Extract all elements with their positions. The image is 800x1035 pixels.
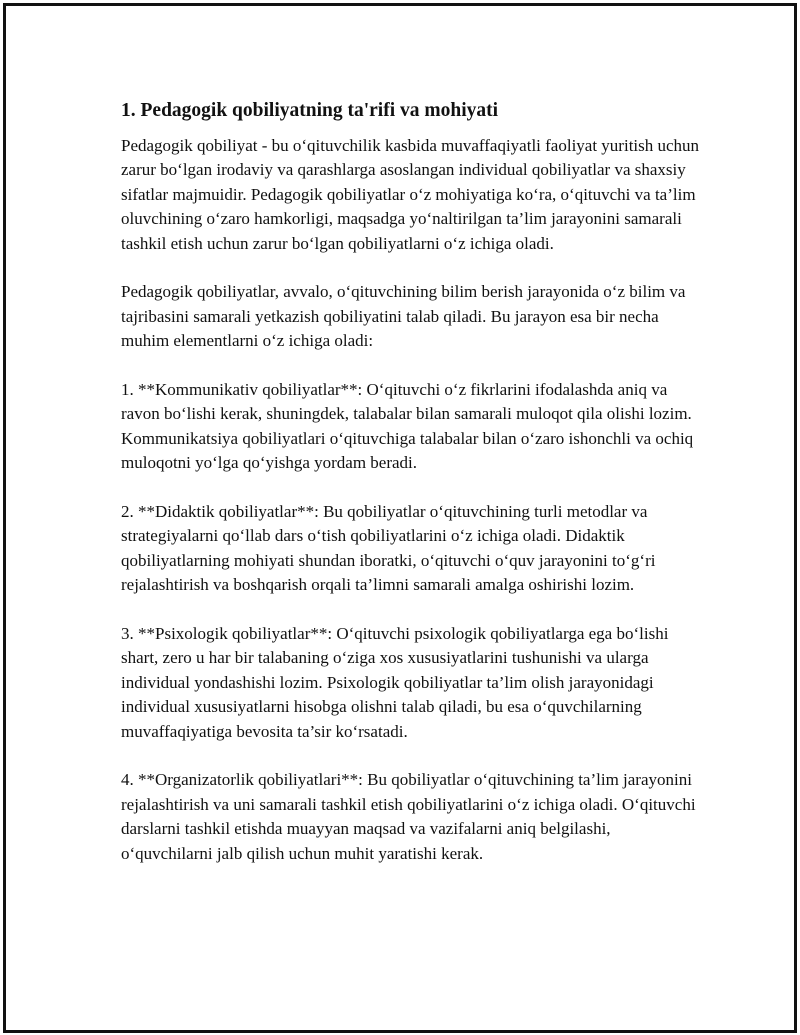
paragraph-organizational: 4. **Organizatorlik qobiliyatlari**: Bu qobiliyatlar o‘qituvchining ta’lim jarayonini rejalashtirish va uni samarali tashkil etish qobiliyatlarini o‘z ichiga oladi. O‘qituvchi darslarni tashkil etishda muayyan maqsad va vazifalarni aniq belgilashi, o‘quvchilarni jalb qilish uchun muhit yaratishi kerak. [121, 770, 696, 863]
paragraph-didactic: 2. **Didaktik qobiliyatlar**: Bu qobiliyatlar o‘qituvchining turli metodlar va strategiyalarni qo‘llab dars o‘tish qobiliyatlarini o‘z ichiga oladi. Didaktik qobiliyatlarning mohiyati shundan iboratki, o‘qituvchi o‘quv jarayonini to‘g‘ri rejalashtirish va boshqarish orqali ta’limni samarali amalga oshirishi lozim. [121, 502, 656, 595]
paragraph-definition: Pedagogik qobiliyat - bu o‘qituvchilik kasbida muvaffaqiyatli faoliyat yuritish uchun zarur bo‘lgan irodaviy va qarashlarga asoslangan individual qobiliyatlar va shaxsiy sifatlar majmuidir. Pedagogik qobiliyatlar o‘z mohiyatiga ko‘ra, o‘qituvchi va ta’lim oluvchining o‘zaro hamkorligi, maqsadga yo‘naltirilgan ta’lim jarayonini samarali tashkil etish uchun zarur bo‘lgan qobiliyatlarni o‘z ichiga oladi. [121, 136, 700, 253]
paragraph-psychological: 3. **Psixologik qobiliyatlar**: O‘qituvchi psixologik qobiliyatlarga ega bo‘lishi shart, zero u har bir talabaning o‘ziga xos xususiyatlarini tushunishi va ularga individual yondashishi lozim. Psixologik qobiliyatlar ta’lim olish jarayonidagi individual xususiyatlarni hisobga olishni talab qiladi, bu esa o‘quvchilarning muvaffaqiyatiga bevosita ta’sir ko‘rsatadi. [121, 624, 669, 741]
paragraph-communicative: 1. **Kommunikativ qobiliyatlar**: O‘qituvchi o‘z fikrlarini ifodalashda aniq va ravon bo‘lishi kerak, shuningdek, talabalar bilan samarali muloqot qila olishi lozim. Kommunikatsiya qobiliyatlari o‘qituvchiga talabalar bilan o‘zaro ishonchli va ochiq muloqotni yo‘lga qo‘yishga yordam beradi. [121, 380, 694, 473]
document-body [121, 98, 701, 866]
document-title: 1. Pedagogik qobiliyatning ta'rifi va mohiyati [121, 100, 499, 121]
paragraph-intro: Pedagogik qobiliyatlar, avvalo, o‘qituvchining bilim berish jarayonida o‘z bilim va tajribasini samarali yetkazish qobiliyatini talab qiladi. Bu jarayon esa bir necha muhim elementlarni o‘z ichiga oladi: [121, 282, 686, 351]
page-frame [3, 3, 797, 1033]
